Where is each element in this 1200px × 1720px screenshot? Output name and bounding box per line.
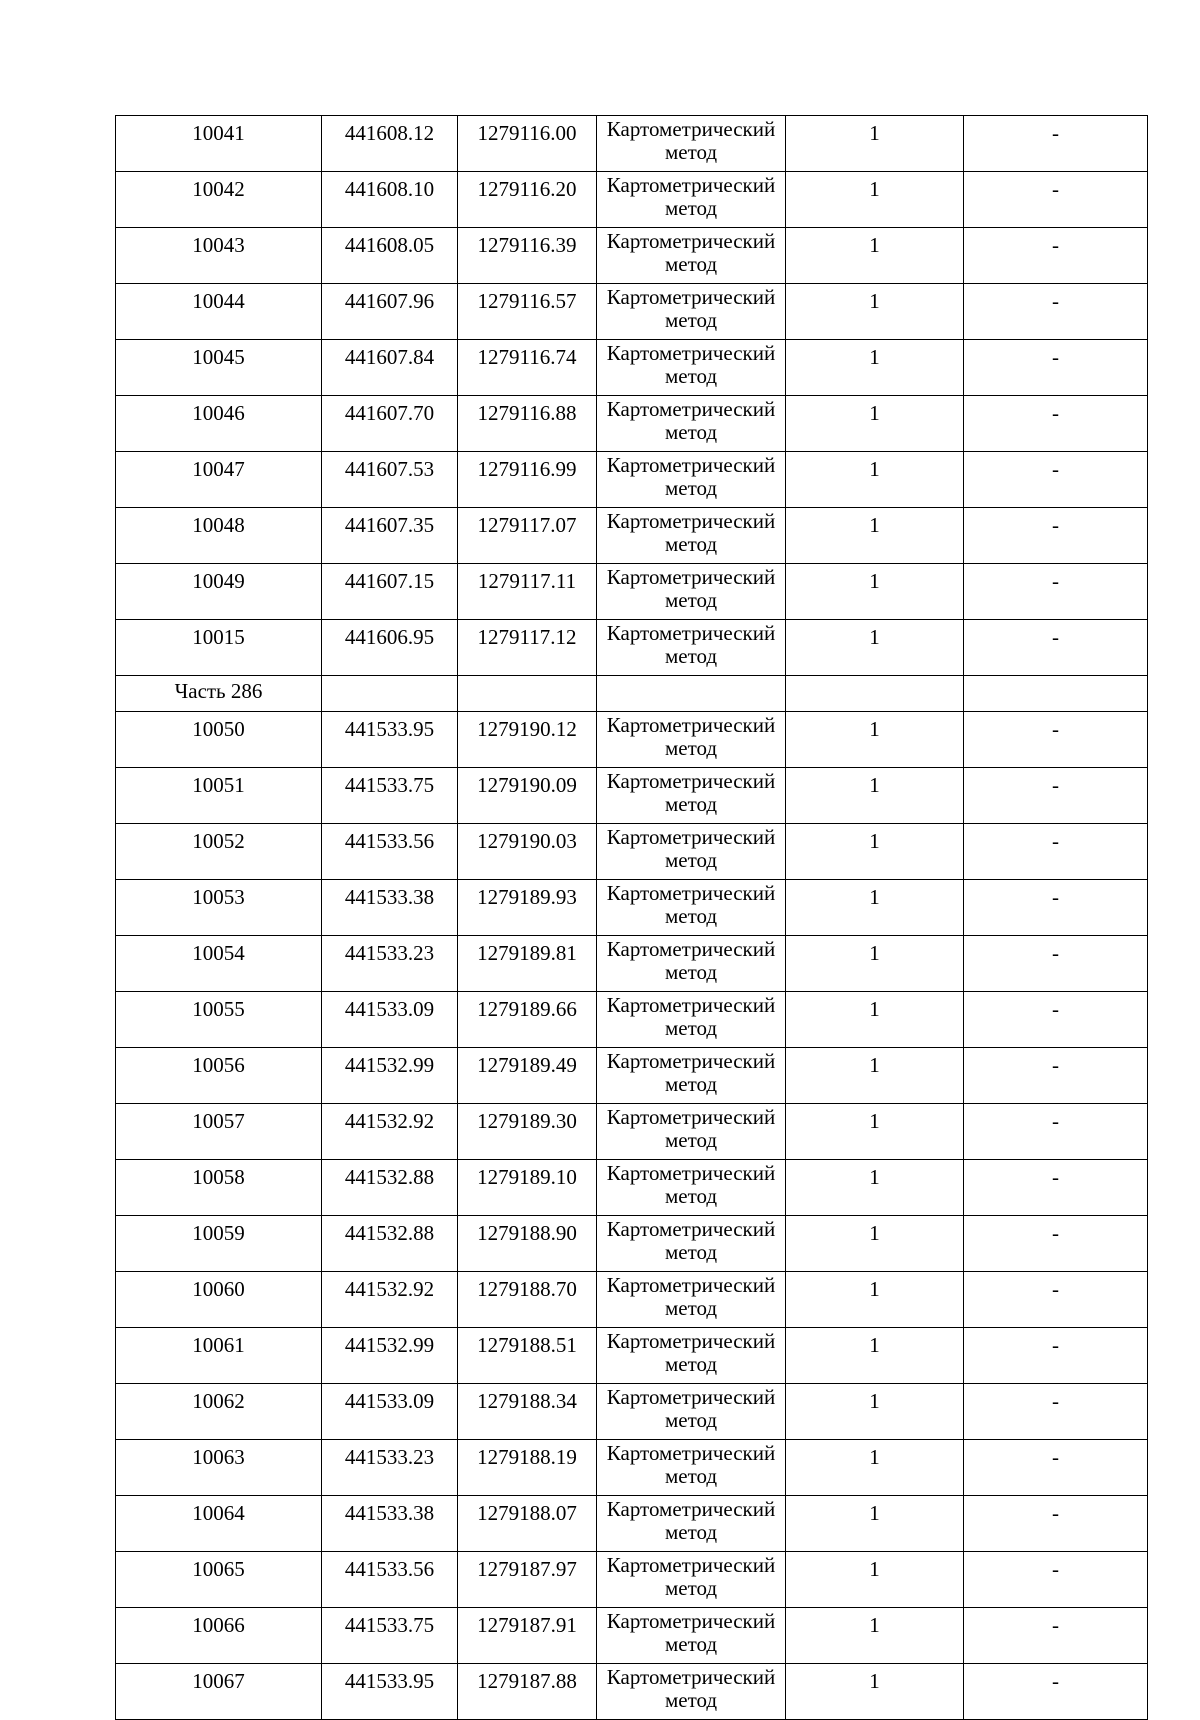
accuracy-cell: 1	[786, 1384, 964, 1440]
accuracy-cell: 1	[786, 824, 964, 880]
method-line: метод	[664, 1072, 718, 1096]
x-coordinate-cell: 441532.88	[322, 1160, 458, 1216]
method-cell	[597, 1216, 786, 1272]
x-coordinate-cell: 441607.96	[322, 284, 458, 340]
note-cell: -	[964, 768, 1148, 824]
y-coordinate-cell: 1279116.99	[458, 452, 597, 508]
x-coordinate-cell: 441532.99	[322, 1048, 458, 1104]
method-line: метод	[664, 588, 718, 612]
note-cell: -	[964, 116, 1148, 172]
table-row	[116, 340, 1148, 396]
method-line: Картометрический	[606, 1217, 776, 1241]
accuracy-cell: 1	[786, 712, 964, 768]
method-cell	[597, 1496, 786, 1552]
note-cell: -	[964, 228, 1148, 284]
section-label: Часть 286	[116, 676, 322, 712]
x-coordinate-cell: 441533.56	[322, 1552, 458, 1608]
table-row	[116, 452, 1148, 508]
table-row	[116, 1328, 1148, 1384]
method-cell	[597, 1160, 786, 1216]
point-id-cell: 10063	[116, 1440, 322, 1496]
point-id-cell: 10047	[116, 452, 322, 508]
note-cell: -	[964, 396, 1148, 452]
method-line: Картометрический	[606, 1049, 776, 1073]
point-id-cell: 10060	[116, 1272, 322, 1328]
x-coordinate-cell: 441532.99	[322, 1328, 458, 1384]
method-line: Картометрический	[606, 1273, 776, 1297]
point-id-cell: 10015	[116, 620, 322, 676]
method-line: метод	[664, 792, 718, 816]
x-coordinate-cell: 441607.53	[322, 452, 458, 508]
method-cell	[597, 564, 786, 620]
accuracy-cell: 1	[786, 116, 964, 172]
method-line: Картометрический	[606, 397, 776, 421]
note-cell: -	[964, 284, 1148, 340]
y-coordinate-cell: 1279190.03	[458, 824, 597, 880]
point-id-cell: 10042	[116, 172, 322, 228]
y-coordinate-cell: 1279116.00	[458, 116, 597, 172]
note-cell: -	[964, 1328, 1148, 1384]
method-line: метод	[664, 904, 718, 928]
accuracy-cell: 1	[786, 768, 964, 824]
point-id-cell: 10058	[116, 1160, 322, 1216]
method-line: метод	[664, 532, 718, 556]
method-line: метод	[664, 644, 718, 668]
accuracy-cell: 1	[786, 1216, 964, 1272]
note-cell: -	[964, 172, 1148, 228]
method-cell	[597, 768, 786, 824]
accuracy-cell: 1	[786, 1608, 964, 1664]
method-line: метод	[664, 1632, 718, 1656]
y-coordinate-cell: 1279190.09	[458, 768, 597, 824]
note-cell: -	[964, 880, 1148, 936]
method-cell	[597, 824, 786, 880]
table-row	[116, 564, 1148, 620]
method-cell	[597, 992, 786, 1048]
x-coordinate-cell: 441533.75	[322, 1608, 458, 1664]
method-line: Картометрический	[606, 565, 776, 589]
method-line: метод	[664, 1128, 718, 1152]
x-coordinate-cell: 441607.35	[322, 508, 458, 564]
y-coordinate-cell: 1279117.07	[458, 508, 597, 564]
method-cell	[597, 1664, 786, 1720]
note-cell: -	[964, 1608, 1148, 1664]
note-cell: -	[964, 824, 1148, 880]
method-line: метод	[664, 1016, 718, 1040]
note-cell: -	[964, 340, 1148, 396]
section-row	[116, 676, 1148, 712]
method-line: метод	[664, 196, 718, 220]
point-id-cell: 10050	[116, 712, 322, 768]
method-cell	[597, 936, 786, 992]
accuracy-cell: 1	[786, 880, 964, 936]
x-coordinate-cell: 441607.70	[322, 396, 458, 452]
table-row	[116, 1440, 1148, 1496]
accuracy-cell: 1	[786, 1104, 964, 1160]
x-coordinate-cell: 441533.23	[322, 936, 458, 992]
method-line: метод	[664, 140, 718, 164]
accuracy-cell: 1	[786, 508, 964, 564]
x-coordinate-cell: 441533.38	[322, 1496, 458, 1552]
table-row	[116, 228, 1148, 284]
y-coordinate-cell: 1279116.39	[458, 228, 597, 284]
table-row	[116, 1104, 1148, 1160]
point-id-cell: 10044	[116, 284, 322, 340]
method-line: Картометрический	[606, 769, 776, 793]
note-cell: -	[964, 1216, 1148, 1272]
y-coordinate-cell: 1279188.19	[458, 1440, 597, 1496]
accuracy-cell: 1	[786, 992, 964, 1048]
table-row	[116, 1384, 1148, 1440]
note-cell: -	[964, 1272, 1148, 1328]
table-row	[116, 284, 1148, 340]
point-id-cell: 10051	[116, 768, 322, 824]
accuracy-cell: 1	[786, 1552, 964, 1608]
x-coordinate-cell: 441607.84	[322, 340, 458, 396]
method-line: метод	[664, 848, 718, 872]
coordinates-table	[115, 115, 1148, 1720]
table-row	[116, 172, 1148, 228]
accuracy-cell: 1	[786, 936, 964, 992]
point-id-cell: 10049	[116, 564, 322, 620]
x-coordinate-cell: 441606.95	[322, 620, 458, 676]
x-coordinate-cell: 441533.09	[322, 992, 458, 1048]
note-cell: -	[964, 1552, 1148, 1608]
point-id-cell: 10062	[116, 1384, 322, 1440]
point-id-cell: 10041	[116, 116, 322, 172]
y-coordinate-cell: 1279188.70	[458, 1272, 597, 1328]
note-cell: -	[964, 620, 1148, 676]
point-id-cell: 10057	[116, 1104, 322, 1160]
table-row	[116, 1608, 1148, 1664]
empty-cell	[786, 676, 964, 712]
table-row	[116, 508, 1148, 564]
method-line: Картометрический	[606, 621, 776, 645]
method-cell	[597, 1440, 786, 1496]
method-line: метод	[664, 476, 718, 500]
y-coordinate-cell: 1279117.12	[458, 620, 597, 676]
x-coordinate-cell: 441533.23	[322, 1440, 458, 1496]
x-coordinate-cell: 441533.09	[322, 1384, 458, 1440]
method-line: метод	[664, 364, 718, 388]
point-id-cell: 10065	[116, 1552, 322, 1608]
note-cell: -	[964, 1664, 1148, 1720]
note-cell: -	[964, 712, 1148, 768]
table-row	[116, 1048, 1148, 1104]
method-cell	[597, 1384, 786, 1440]
table-row	[116, 1664, 1148, 1720]
y-coordinate-cell: 1279116.20	[458, 172, 597, 228]
method-cell	[597, 1104, 786, 1160]
y-coordinate-cell: 1279189.81	[458, 936, 597, 992]
table-row	[116, 1272, 1148, 1328]
point-id-cell: 10054	[116, 936, 322, 992]
method-cell	[597, 880, 786, 936]
method-cell	[597, 1552, 786, 1608]
y-coordinate-cell: 1279189.49	[458, 1048, 597, 1104]
point-id-cell: 10046	[116, 396, 322, 452]
table-body	[116, 116, 1148, 1720]
method-line: метод	[664, 1240, 718, 1264]
accuracy-cell: 1	[786, 1160, 964, 1216]
table-row	[116, 824, 1148, 880]
accuracy-cell: 1	[786, 564, 964, 620]
method-cell	[597, 1608, 786, 1664]
point-id-cell: 10066	[116, 1608, 322, 1664]
method-cell	[597, 116, 786, 172]
y-coordinate-cell: 1279188.07	[458, 1496, 597, 1552]
note-cell: -	[964, 508, 1148, 564]
point-id-cell: 10067	[116, 1664, 322, 1720]
method-line: Картометрический	[606, 713, 776, 737]
method-line: метод	[664, 1408, 718, 1432]
method-cell	[597, 508, 786, 564]
y-coordinate-cell: 1279116.57	[458, 284, 597, 340]
note-cell: -	[964, 992, 1148, 1048]
method-line: Картометрический	[606, 881, 776, 905]
table-row	[116, 396, 1148, 452]
method-line: метод	[664, 1296, 718, 1320]
y-coordinate-cell: 1279116.88	[458, 396, 597, 452]
method-cell	[597, 1272, 786, 1328]
table-row	[116, 1496, 1148, 1552]
note-cell: -	[964, 1496, 1148, 1552]
method-line: Картометрический	[606, 1161, 776, 1185]
point-id-cell: 10061	[116, 1328, 322, 1384]
x-coordinate-cell: 441608.05	[322, 228, 458, 284]
empty-cell	[458, 676, 597, 712]
method-line: Картометрический	[606, 1105, 776, 1129]
accuracy-cell: 1	[786, 1272, 964, 1328]
note-cell: -	[964, 1160, 1148, 1216]
method-cell	[597, 712, 786, 768]
method-line: Картометрический	[606, 453, 776, 477]
x-coordinate-cell: 441533.56	[322, 824, 458, 880]
accuracy-cell: 1	[786, 1440, 964, 1496]
table-row	[116, 1160, 1148, 1216]
accuracy-cell: 1	[786, 284, 964, 340]
table-row	[116, 712, 1148, 768]
point-id-cell: 10045	[116, 340, 322, 396]
method-line: Картометрический	[606, 1329, 776, 1353]
method-line: Картометрический	[606, 1553, 776, 1577]
empty-cell	[322, 676, 458, 712]
y-coordinate-cell: 1279188.51	[458, 1328, 597, 1384]
method-line: Картометрический	[606, 285, 776, 309]
accuracy-cell: 1	[786, 172, 964, 228]
table-row	[116, 768, 1148, 824]
method-line: Картометрический	[606, 341, 776, 365]
point-id-cell: 10055	[116, 992, 322, 1048]
accuracy-cell: 1	[786, 1496, 964, 1552]
point-id-cell: 10064	[116, 1496, 322, 1552]
empty-cell	[597, 676, 786, 712]
method-line: Картометрический	[606, 509, 776, 533]
y-coordinate-cell: 1279188.90	[458, 1216, 597, 1272]
point-id-cell: 10043	[116, 228, 322, 284]
y-coordinate-cell: 1279189.66	[458, 992, 597, 1048]
method-line: Картометрический	[606, 229, 776, 253]
method-line: Картометрический	[606, 1665, 776, 1689]
table-row	[116, 880, 1148, 936]
method-line: Картометрический	[606, 1497, 776, 1521]
note-cell: -	[964, 1440, 1148, 1496]
method-line: Картометрический	[606, 993, 776, 1017]
point-id-cell: 10052	[116, 824, 322, 880]
method-line: Картометрический	[606, 173, 776, 197]
table-row	[116, 936, 1148, 992]
method-cell	[597, 620, 786, 676]
note-cell: -	[964, 1048, 1148, 1104]
method-line: Картометрический	[606, 825, 776, 849]
point-id-cell: 10048	[116, 508, 322, 564]
y-coordinate-cell: 1279189.30	[458, 1104, 597, 1160]
y-coordinate-cell: 1279188.34	[458, 1384, 597, 1440]
method-cell	[597, 452, 786, 508]
y-coordinate-cell: 1279116.74	[458, 340, 597, 396]
accuracy-cell: 1	[786, 340, 964, 396]
method-line: метод	[664, 252, 718, 276]
method-cell	[597, 1328, 786, 1384]
empty-cell	[964, 676, 1148, 712]
y-coordinate-cell: 1279190.12	[458, 712, 597, 768]
method-cell	[597, 396, 786, 452]
accuracy-cell: 1	[786, 1664, 964, 1720]
method-line: метод	[664, 736, 718, 760]
point-id-cell: 10059	[116, 1216, 322, 1272]
y-coordinate-cell: 1279187.88	[458, 1664, 597, 1720]
method-line: Картометрический	[606, 1441, 776, 1465]
y-coordinate-cell: 1279187.91	[458, 1608, 597, 1664]
method-line: Картометрический	[606, 117, 776, 141]
table-row	[116, 1216, 1148, 1272]
method-cell	[597, 172, 786, 228]
accuracy-cell: 1	[786, 396, 964, 452]
x-coordinate-cell: 441607.15	[322, 564, 458, 620]
note-cell: -	[964, 1104, 1148, 1160]
method-line: метод	[664, 308, 718, 332]
point-id-cell: 10053	[116, 880, 322, 936]
y-coordinate-cell: 1279187.97	[458, 1552, 597, 1608]
x-coordinate-cell: 441532.88	[322, 1216, 458, 1272]
accuracy-cell: 1	[786, 1048, 964, 1104]
method-line: метод	[664, 1352, 718, 1376]
accuracy-cell: 1	[786, 452, 964, 508]
x-coordinate-cell: 441608.10	[322, 172, 458, 228]
x-coordinate-cell: 441532.92	[322, 1272, 458, 1328]
note-cell: -	[964, 936, 1148, 992]
method-line: Картометрический	[606, 1609, 776, 1633]
method-line: метод	[664, 1184, 718, 1208]
method-cell	[597, 1048, 786, 1104]
method-line: метод	[664, 1520, 718, 1544]
method-cell	[597, 228, 786, 284]
x-coordinate-cell: 441608.12	[322, 116, 458, 172]
table-row	[116, 992, 1148, 1048]
table-row	[116, 1552, 1148, 1608]
method-line: метод	[664, 420, 718, 444]
y-coordinate-cell: 1279189.10	[458, 1160, 597, 1216]
accuracy-cell: 1	[786, 228, 964, 284]
accuracy-cell: 1	[786, 1328, 964, 1384]
method-line: метод	[664, 1464, 718, 1488]
method-line: Картометрический	[606, 937, 776, 961]
x-coordinate-cell: 441533.38	[322, 880, 458, 936]
x-coordinate-cell: 441532.92	[322, 1104, 458, 1160]
table-row	[116, 116, 1148, 172]
note-cell: -	[964, 1384, 1148, 1440]
note-cell: -	[964, 564, 1148, 620]
method-line: метод	[664, 1688, 718, 1712]
x-coordinate-cell: 441533.95	[322, 1664, 458, 1720]
point-id-cell: 10056	[116, 1048, 322, 1104]
y-coordinate-cell: 1279189.93	[458, 880, 597, 936]
method-cell	[597, 340, 786, 396]
method-line: метод	[664, 960, 718, 984]
y-coordinate-cell: 1279117.11	[458, 564, 597, 620]
method-cell	[597, 284, 786, 340]
method-line: Картометрический	[606, 1385, 776, 1409]
x-coordinate-cell: 441533.75	[322, 768, 458, 824]
method-line: метод	[664, 1576, 718, 1600]
x-coordinate-cell: 441533.95	[322, 712, 458, 768]
accuracy-cell: 1	[786, 620, 964, 676]
table-row	[116, 620, 1148, 676]
note-cell: -	[964, 452, 1148, 508]
